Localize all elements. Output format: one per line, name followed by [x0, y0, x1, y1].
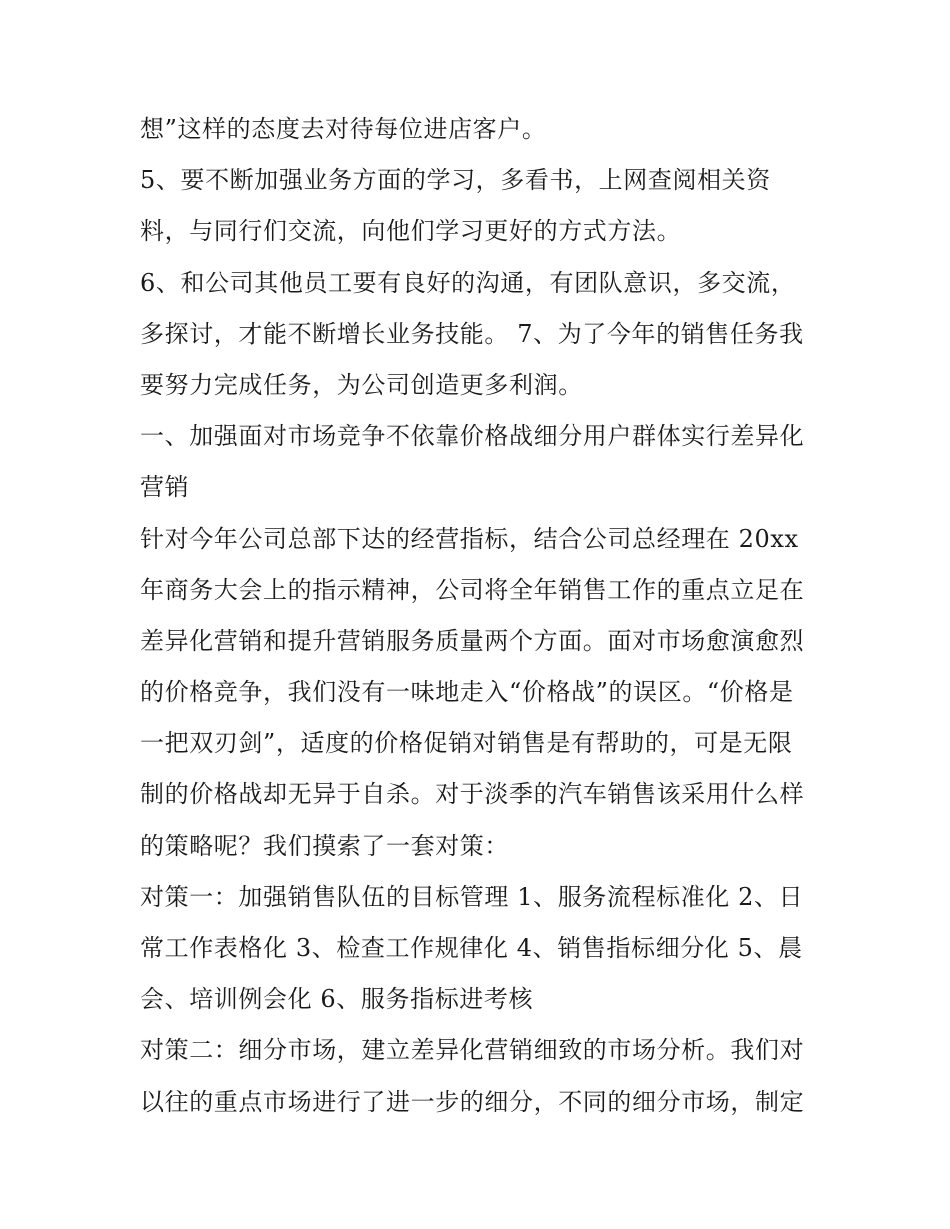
text-line: 针对今年公司总部下达的经营指标，结合公司总经理在 20xx [140, 524, 799, 553]
text-line: 料，与同行们交流，向他们学习更好的方式方法。 [140, 217, 682, 246]
text-line: 差异化营销和提升营销服务质量两个方面。面对市场愈演愈烈 [140, 626, 805, 655]
text-line: 的策略呢？我们摸索了一套对策： [140, 831, 509, 860]
text-line: 对策二：细分市场，建立差异化营销细致的市场分析。我们对 [140, 1036, 805, 1065]
text-line: 会、培训例会化 6、服务指标进考核 [140, 985, 534, 1014]
text-line: 的价格竞争，我们没有一味地走入“价格战”的误区。“价格是 [140, 678, 794, 707]
text-line: 常工作表格化 3、检查工作规律化 4、销售指标细分化 5、晨 [140, 934, 803, 962]
text-line: 对策一：加强销售队伍的目标管理 1、服务流程标准化 2、日 [140, 882, 804, 911]
text-line: 制的价格战却无异于自杀。对于淡季的汽车销售该采用什么样 [140, 780, 805, 809]
text-line: 要努力完成任务，为公司创造更多利润。 [140, 370, 583, 399]
text-line: 以往的重点市场进行了进一步的细分，不同的细分市场，制定 [140, 1087, 805, 1116]
text-line: 想”这样的态度去对待每位进店客户。 [140, 115, 547, 143]
section-heading-line: 一、加强面对市场竞争不依靠价格战细分用户群体实行差异化 [140, 422, 805, 451]
text-line: 一把双刃剑”，适度的价格促销对销售是有帮助的，可是无限 [140, 729, 793, 758]
text-line: 5、要不断加强业务方面的学习，多看书，上网查阅相关资 [140, 166, 771, 195]
section-heading-line: 营销 [140, 473, 190, 502]
document-body [140, 104, 820, 1128]
text-line: 年商务大会上的指示精神，公司将全年销售工作的重点立足在 [140, 575, 805, 604]
text-line: 6、和公司其他员工要有良好的沟通，有团队意识，多交流， [140, 268, 796, 297]
text-line: 多探讨，才能不断增长业务技能。 7、为了今年的销售任务我 [140, 319, 804, 348]
